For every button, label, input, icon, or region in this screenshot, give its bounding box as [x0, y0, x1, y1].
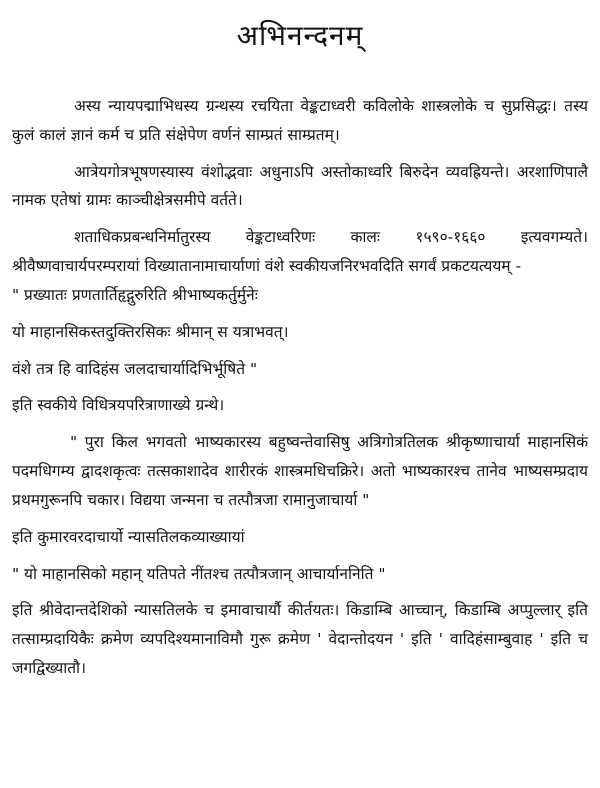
quote-line: " यो माहानसिको महान् यतिपते नींतश्च तत्पौत्रजान् आचार्याननिति " — [12, 564, 386, 583]
verse-line-3: वंशे तत्र हि वादिहंस जलदाचार्यादिभिर्भूषिते " — [12, 359, 258, 378]
paragraph-citation-1: इति स्वकीये विधित्रयपरित्राणाख्ये ग्रन्थे। — [12, 396, 225, 415]
paragraph-quote: " पुरा किल भगवतो भाष्यकारस्य बहुष्वन्तेवासिषु अत्रिगोत्रतिलक श्रीकृष्णाचार्या माहानसिकं पदमधिगम्य द्वादशकृत्वः तत्सकाशादेव शारीरकं शास्त्रमधिचक्रिरे। अतो भाष्यकारश्च तानेव भाष्यसम्प्रदाय प्रथमगुरूनपि चकार। विद्यया जन्मना च तत्पौत्रजा रामानुजाचार्या " — [12, 433, 588, 509]
verse-line-1: " प्रख्यातः प्रणतार्तिहृद्गुरुरिति श्रीभाष्यकर्तुर्मुनेः — [12, 285, 258, 304]
verse-line-2: यो माहानसिकस्तदुक्तिरसिकः श्रीमान् स यत्राभवत्। — [12, 322, 289, 341]
document-body — [12, 92, 588, 691]
paragraph-citation-2: इति कुमारवरदाचार्यो न्यासतिलकव्याख्यायां — [12, 527, 245, 546]
paragraph-lineage: आत्रेयगोत्रभूषणस्यास्य वंशोद्भवाः अधुनाऽपि अस्तोकाध्वरि बिरुदेन व्यवह्रियन्ते। अरशाणिपालै नामक एतेषां ग्रामः काञ्चीक्षेत्रसमीपे वर्तते। — [12, 162, 588, 210]
paragraph-intro: अस्य न्यायपद्माभिधस्य ग्रन्थस्य रचयिता वेङ्कटाध्वरी कविलोके शास्त्रलोके च सुप्रसिद्धः। तस्य कुलं कालं ज्ञानं कर्म च प्रति संक्षेपेण वर्णनं साम्प्रतं साम्प्रतम्। — [12, 97, 588, 144]
page-title: अभिनन्दनम् — [236, 19, 364, 52]
paragraph-closing: इति श्रीवेदान्तदेशिको न्यासतिलके च इमावाचार्यौ कीर्तयतः। किडाम्बि आच्चान्, किडाम्बि अप्पुल्लार् इति तत्साम्प्रदायिकैः क्रमेण व्यपदिश्यमानाविमौ गुरू क्रमेण ' वेदान्तोदयन ' इति ' वादिहंसाम्बुवाह ' इति च जगद्विख्यातौ। — [12, 601, 588, 678]
paragraph-period: शताधिकप्रबन्धनिर्मातुरस्य वेङ्कटाध्वरिणः कालः १५९०-१६६० इत्यवगम्यते। श्रीवैष्णवाचार्यपरम्परायां विख्यातानामाचार्याणां वंशे स्वकीयजनिरभवदिति सगर्वं प्रकटयत्ययम् - — [12, 228, 588, 276]
